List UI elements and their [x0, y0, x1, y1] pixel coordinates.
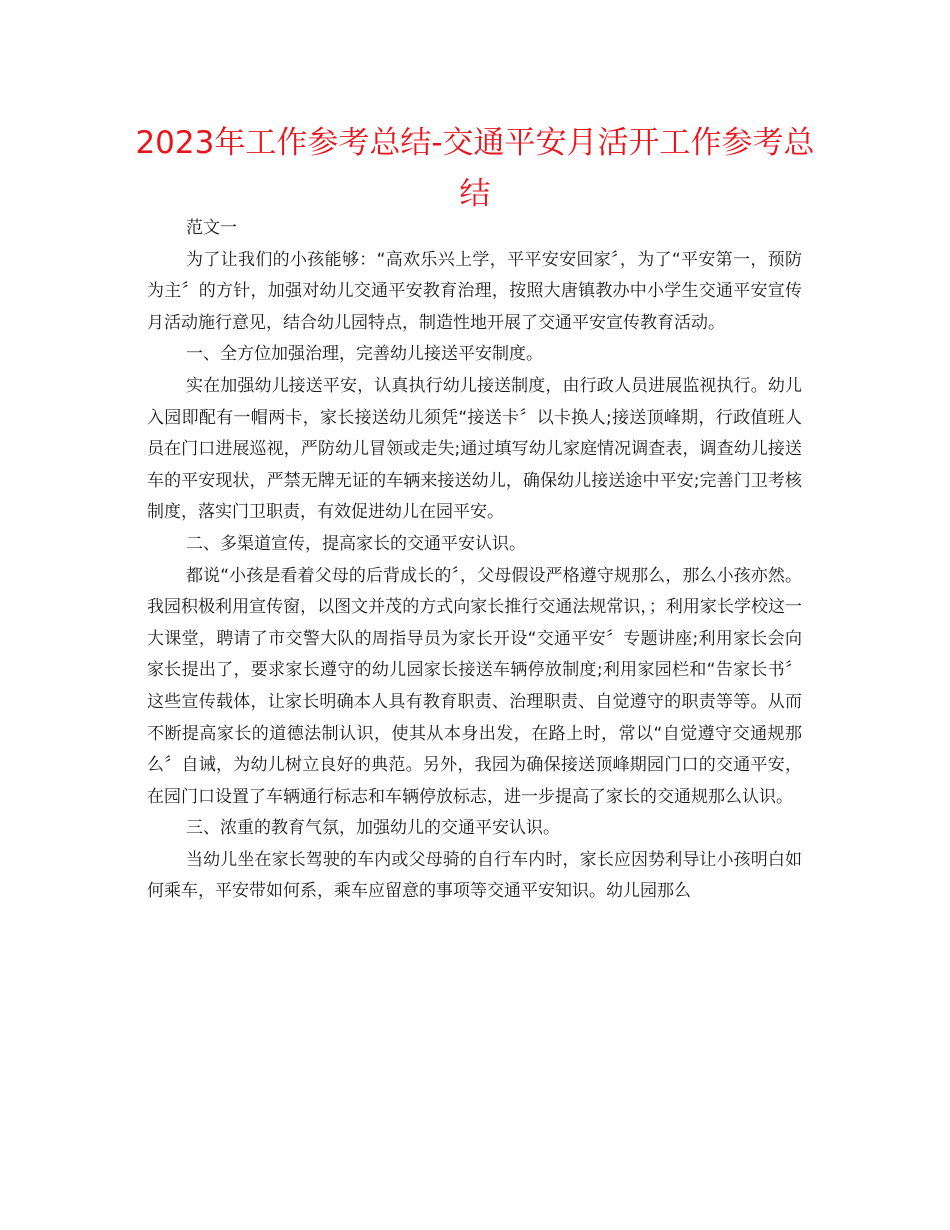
- paragraph-section-3: 当幼儿坐在家长驾驶的车内或父母骑的自行车内时，家长应因势利导让小孩明白如何乘车，平安带如何系，乘车应留意的事项等交通平安知识。幼儿园那么: [147, 849, 802, 902]
- document-title: 2023年工作参考总结-交通平安月活开工作参考总结: [135, 125, 815, 212]
- section-heading-1: 一、全方位加强治理，完善幼儿接送平安制度。: [186, 344, 543, 365]
- paragraph-label-fanwen: 范文一: [186, 218, 237, 238]
- section-heading-3: 三、浓重的教育气氛，加强幼儿的交通平安认识。: [186, 818, 560, 839]
- section-heading-2: 二、多渠道宣传，提高家长的交通平安认识。: [186, 533, 526, 554]
- paragraph-intro: 为了让我们的小孩能够：“高欢乐兴上学，平平安安回家〞，为了“平安第一，预防为主〞的方针，加强对幼儿交通平安教育治理，按照大唐镇教办中小学生交通平安宣传月活动施行意见，结合幼儿园特点，制造性地开展了交通平安宣传教育活动。: [147, 249, 802, 333]
- paragraph-section-1: 实在加强幼儿接送平安，认真执行幼儿接送制度，由行政人员进展监视执行。幼儿入园即配有一帽两卡，家长接送幼儿须凭“接送卡〞以卡换人;接送顶峰期，行政值班人员在门口进展巡视，严防幼儿冒领或走失;通过填写幼儿家庭情况调查表，调查幼儿接送车的平安现状，严禁无牌无证的车辆来接送幼儿，确保幼儿接送途中平安;完善门卫考核制度，落实门卫职责，有效促进幼儿在园平安。: [147, 375, 802, 523]
- paragraph-section-2: 都说“小孩是看着父母的后背成长的〞，父母假设严格遵守规那么，那么小孩亦然。我园积极利用宣传窗，以图文并茂的方式向家长推行交通法规常识，；利用家长学校这一大课堂，聘请了市交警大队的周指导员为家长开设“交通平安〞专题讲座;利用家长会向家长提出了，要求家长遵守的幼儿园家长接送车辆停放制度;利用家园栏和“告家长书〞这些宣传载体，让家长明确本人具有教育职责、治理职责、自觉遵守的职责等等。从而不断提高家长的道德法制认识，使其从本身出发，在路上时，常以“自觉遵守交通规那么〞自诫，为幼儿树立良好的典范。另外，我园为确保接送顶峰期园门口的交通平安，在园门口设置了车辆通行标志和车辆停放标志，进一步提高了家长的交通规那么认识。: [147, 565, 802, 807]
- document-body: [147, 213, 802, 908]
